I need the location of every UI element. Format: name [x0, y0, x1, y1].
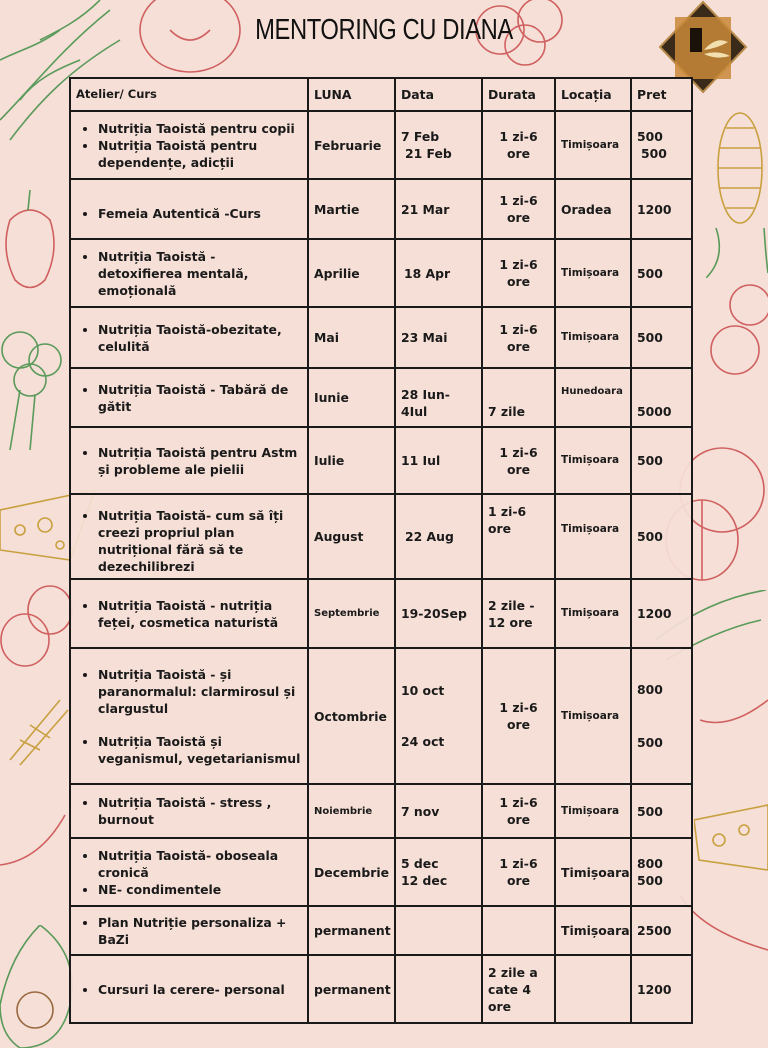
table-row [70, 955, 692, 1023]
pret-cell: 1200 [631, 955, 692, 1023]
locatia-cell: Timișoara [555, 648, 631, 784]
locatia-cell: Timișoara [555, 906, 631, 955]
table-row [70, 906, 692, 955]
durata-cell: 7 zile [482, 368, 555, 427]
luna-cell: permanent [308, 906, 395, 955]
atelier-cell [70, 111, 308, 179]
data-cell: 21 Mar [395, 179, 482, 239]
luna-cell: Martie [308, 179, 395, 239]
atelier-item: • Nutriția Taoistă- cum să îți creezi propriul plan nutrițional fără să te dezechilibrezi [98, 507, 302, 575]
table-row [70, 579, 692, 648]
data-cell [395, 648, 482, 784]
header-durata: Durata [482, 78, 555, 111]
data-value: 24 oct [401, 734, 445, 749]
atelier-item: • Nutriția Taoistă și veganismul, vegetarianismul [98, 733, 302, 767]
data-cell [395, 838, 482, 906]
header-luna: LUNA [308, 78, 395, 111]
atelier-cell [70, 648, 308, 784]
locatia-cell: Oradea [555, 179, 631, 239]
pret-cell: 500 [631, 239, 692, 307]
locatia-cell: Hunedoara [555, 368, 631, 427]
atelier-cell [70, 579, 308, 648]
luna-cell: Septembrie [308, 579, 395, 648]
table-row [70, 307, 692, 368]
luna-cell: Octombrie [308, 648, 395, 784]
durata-cell: 1 zi-6 ore [482, 784, 555, 838]
table-row [70, 494, 692, 579]
locatia-cell: Timișoara [555, 111, 631, 179]
data-cell: 23 Mai [395, 307, 482, 368]
luna-cell: Iulie [308, 427, 395, 494]
durata-cell: 1 zi-6 ore [482, 494, 555, 579]
pret-cell: 2500 [631, 906, 692, 955]
broccoli-illustration [0, 320, 70, 450]
atelier-item: • Plan Nutriție personaliza + BaZi [98, 914, 302, 948]
pret-cell: 500 [631, 427, 692, 494]
chili-illustration [680, 890, 768, 960]
table-row [70, 784, 692, 838]
luna-cell: Aprilie [308, 239, 395, 307]
data-value: 21 Feb [405, 146, 452, 161]
header-locatia: Locația [555, 78, 631, 111]
data-value: 5 dec [401, 856, 439, 871]
luna-cell: Decembrie [308, 838, 395, 906]
pret-cell: 1200 [631, 179, 692, 239]
table-header-row [70, 78, 692, 111]
locatia-cell: Timișoara [555, 579, 631, 648]
atelier-cell [70, 494, 308, 579]
pret-cell: 500 [631, 307, 692, 368]
pret-value: 500 [637, 735, 663, 750]
locatia-cell: Timișoara [555, 239, 631, 307]
data-cell: 18 Apr [395, 239, 482, 307]
header-pret: Pret [631, 78, 692, 111]
atelier-item: • Nutriția Taoistă - Tabără de gătit [98, 381, 302, 415]
garlic-illustration [0, 580, 75, 680]
durata-cell: 1 zi-6 ore [482, 427, 555, 494]
atelier-item: • Nutriția Taoistă- oboseala cronică [98, 847, 302, 881]
data-cell [395, 906, 482, 955]
data-cell: 7 nov [395, 784, 482, 838]
page-title: MENTORING CU DIANA [255, 14, 513, 46]
durata-cell: 1 zi-6 ore [482, 648, 555, 784]
atelier-cell [70, 784, 308, 838]
data-value: 12 dec [401, 873, 448, 888]
atelier-cell [70, 307, 308, 368]
locatia-cell [555, 955, 631, 1023]
data-cell: 22 Aug [395, 494, 482, 579]
luna-cell: August [308, 494, 395, 579]
apple-illustration [700, 280, 768, 380]
locatia-cell: Timișoara [555, 494, 631, 579]
luna-cell: permanent [308, 955, 395, 1023]
pret-value: 500 [637, 873, 663, 888]
locatia-cell: Timișoara [555, 784, 631, 838]
locatia-cell: Timișoara [555, 307, 631, 368]
atelier-cell [70, 906, 308, 955]
durata-cell: 2 zile a cate 4 ore [482, 955, 555, 1023]
luna-cell: Noiembrie [308, 784, 395, 838]
atelier-item: • Nutriția Taoistă pentru Astm și probleme ale pielii [98, 444, 302, 478]
durata-cell: 1 zi-6 ore [482, 838, 555, 906]
avocado-illustration [0, 925, 80, 1048]
header-data: Data [395, 78, 482, 111]
pret-value: 800 [637, 856, 663, 871]
pret-cell: 500 [631, 784, 692, 838]
atelier-item: • Nutriția Taoistă - detoxifierea mentală, emoțională [98, 248, 302, 299]
atelier-item: • Nutriția Taoistă - și paranormalul: clarmirosul și clargustul [98, 666, 302, 717]
schedule-table [69, 77, 693, 1024]
pepper-illustration [0, 190, 60, 300]
durata-cell: 1 zi-6 ore [482, 239, 555, 307]
atelier-cell [70, 368, 308, 427]
atelier-item: • NE- condimentele [98, 881, 302, 898]
pret-cell [631, 838, 692, 906]
durata-cell: 1 zi-6 ore [482, 179, 555, 239]
luna-cell: Mai [308, 307, 395, 368]
locatia-cell: Timișoara [555, 427, 631, 494]
pret-cell: 1200 [631, 579, 692, 648]
corn-illustration [706, 108, 768, 278]
atelier-cell [70, 955, 308, 1023]
durata-cell: 1 zi-6 ore [482, 111, 555, 179]
table-row [70, 179, 692, 239]
atelier-cell [70, 427, 308, 494]
atelier-item: • Nutriția Taoistă - nutriția feței, cosmetica naturistă [98, 597, 302, 631]
atelier-item: • Nutriția Taoistă - stress , burnout [98, 794, 302, 828]
pret-cell: 500 [631, 494, 692, 579]
atelier-cell [70, 239, 308, 307]
header-atelier: Atelier/ Curs [70, 78, 308, 111]
pret-cell [631, 648, 692, 784]
atelier-item: • Femeia Autentică -Curs [98, 205, 302, 222]
chili-illustration [700, 690, 768, 740]
table-row [70, 111, 692, 179]
data-value: 7 Feb [401, 129, 440, 144]
data-cell: 11 Iul [395, 427, 482, 494]
pret-cell [631, 111, 692, 179]
cheese-illustration [694, 800, 768, 880]
atelier-item: • Nutriția Taoistă-obezitate, celulită [98, 321, 302, 355]
table-row [70, 239, 692, 307]
data-cell: 19-20Sep [395, 579, 482, 648]
atelier-item: • Cursuri la cerere- personal [98, 981, 302, 998]
chili-illustration [0, 810, 70, 870]
table-row [70, 648, 692, 784]
corn-illustration [0, 690, 70, 770]
pret-cell: 5000 [631, 368, 692, 427]
durata-cell: 2 zile - 12 ore [482, 579, 555, 648]
data-cell: 28 Iun-4Iul [395, 368, 482, 427]
pret-value: 800 [637, 682, 663, 697]
atelier-item: • Nutriția Taoistă pentru copii [98, 120, 302, 137]
table-row [70, 427, 692, 494]
data-cell [395, 955, 482, 1023]
durata-cell: 1 zi-6 ore [482, 307, 555, 368]
luna-cell: Februarie [308, 111, 395, 179]
pret-value: 500 [637, 129, 663, 144]
data-cell [395, 111, 482, 179]
data-value: 10 oct [401, 683, 445, 698]
atelier-cell [70, 179, 308, 239]
atelier-item: • Nutriția Taoistă pentru dependențe, adicții [98, 137, 302, 171]
table-row [70, 368, 692, 427]
atelier-cell [70, 838, 308, 906]
luna-cell: Iunie [308, 368, 395, 427]
pret-value: 500 [641, 146, 667, 161]
table-row [70, 838, 692, 906]
durata-cell [482, 906, 555, 955]
locatia-cell: Timișoara [555, 838, 631, 906]
